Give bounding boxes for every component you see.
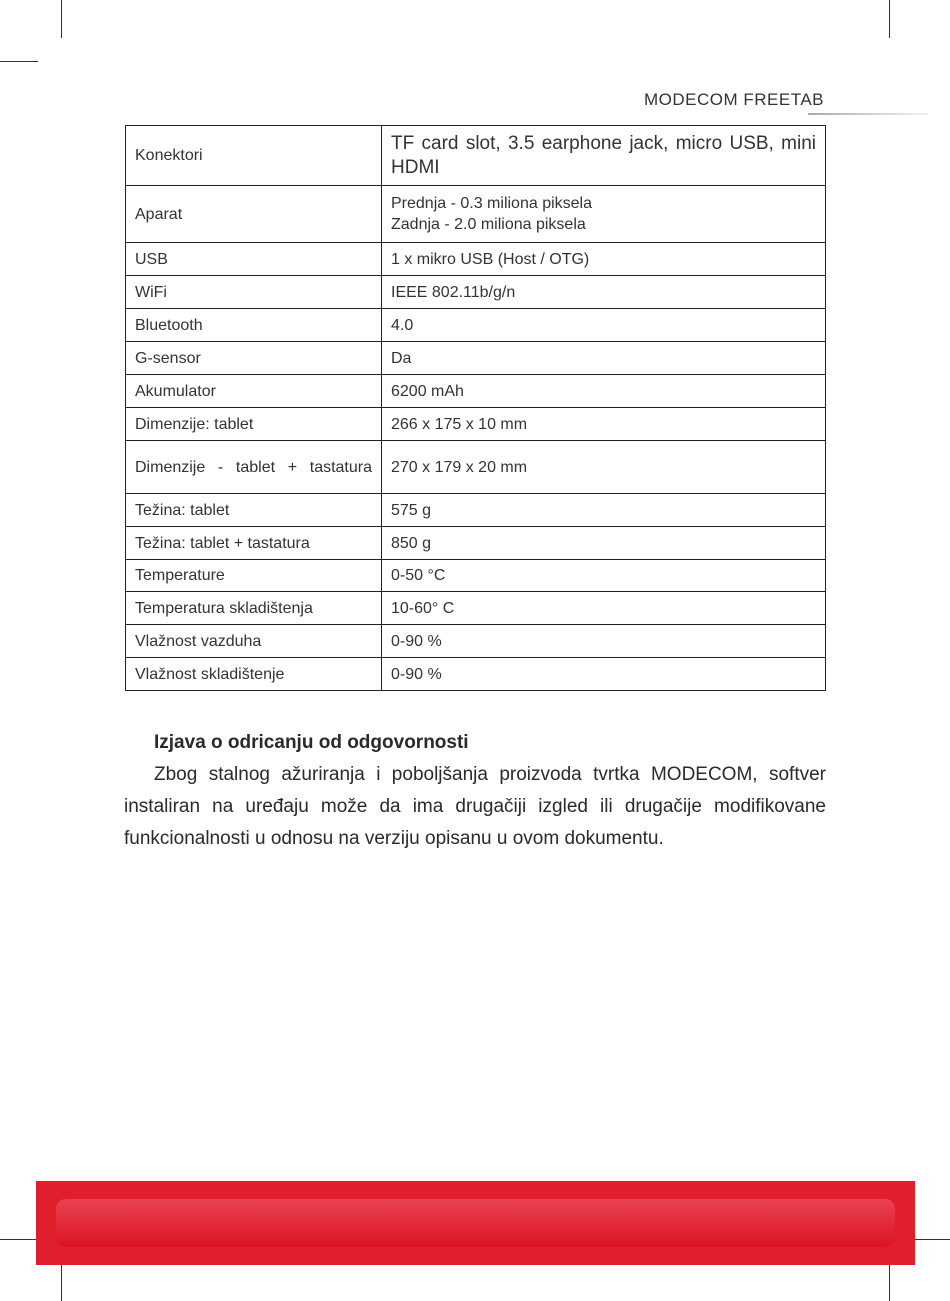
page-header-title: MODECOM FREETAB [643,90,824,109]
disclaimer-section [124,727,826,855]
spec-value-text: TF card slot, 3.5 earphone jack, micro USB, mini HDMI [391,132,816,178]
spec-value: Da [382,342,826,375]
table-row [126,441,826,494]
spec-value [382,186,826,243]
crop-mark [61,0,62,38]
disclaimer-body: Zbog stalnog ažuriranja i poboljšanja proizvoda tvrtka MODECOM, softver instaliran na uređaju može da ima drugačiji izgled ili drugačije modifikovane funkcionalnosti u odnosu na verziju opisanu u ovom dokumentu. [124,764,826,849]
spec-label: Dimenzije - tablet + tastatura [126,441,382,494]
spec-value-line: Prednja - 0.3 miliona piksela [391,195,592,212]
spec-label: Vlažnost skladištenje [126,658,382,691]
spec-label: Aparat [126,186,382,243]
spec-value: 10-60° C [382,592,826,625]
footer-bar-inner [56,1199,895,1247]
header-rule [808,113,928,115]
crop-mark [0,61,38,62]
spec-label: Bluetooth [126,309,382,342]
table-row [126,375,826,408]
spec-value: 0-90 % [382,625,826,658]
spec-label: Temperature [126,560,382,592]
table-row [126,309,826,342]
crop-mark [61,1262,62,1301]
spec-value: 850 g [382,527,826,560]
footer-bar [36,1181,915,1265]
spec-label: Akumulator [126,375,382,408]
crop-mark [912,1239,950,1240]
spec-value: 575 g [382,494,826,527]
spec-label: WiFi [126,276,382,309]
table-row [126,527,826,560]
spec-value: 6200 mAh [382,375,826,408]
table-row [126,408,826,441]
crop-mark [889,1262,890,1301]
table-row [126,342,826,375]
table-row [126,276,826,309]
spec-value: IEEE 802.11b/g/n [382,276,826,309]
crop-mark [0,1239,38,1240]
disclaimer-heading: Izjava o odricanju od odgovornosti [154,732,469,753]
spec-label: Dimenzije: tablet [126,408,382,441]
spec-value: 0-50 °C [382,560,826,592]
spec-value [382,126,826,186]
spec-label: Konektori [126,126,382,186]
table-row [126,592,826,625]
spec-label: USB [126,243,382,276]
table-row [126,625,826,658]
spec-label: G-sensor [126,342,382,375]
spec-value: 266 x 175 x 10 mm [382,408,826,441]
crop-mark [889,0,890,38]
spec-label: Težina: tablet [126,494,382,527]
table-row [126,243,826,276]
table-row [126,186,826,243]
spec-label: Težina: tablet + tastatura [126,527,382,560]
spec-value: 4.0 [382,309,826,342]
spec-value-line: Zadnja - 2.0 miliona piksela [391,216,586,233]
table-row [126,126,826,186]
spec-value: 1 x mikro USB (Host / OTG) [382,243,826,276]
table-row [126,560,826,592]
spec-label: Temperatura skladištenja [126,592,382,625]
table-row [126,658,826,691]
spec-value: 0-90 % [382,658,826,691]
spec-table [125,125,826,691]
table-row [126,494,826,527]
spec-value: 270 x 179 x 20 mm [382,441,826,494]
spec-label: Vlažnost vazduha [126,625,382,658]
